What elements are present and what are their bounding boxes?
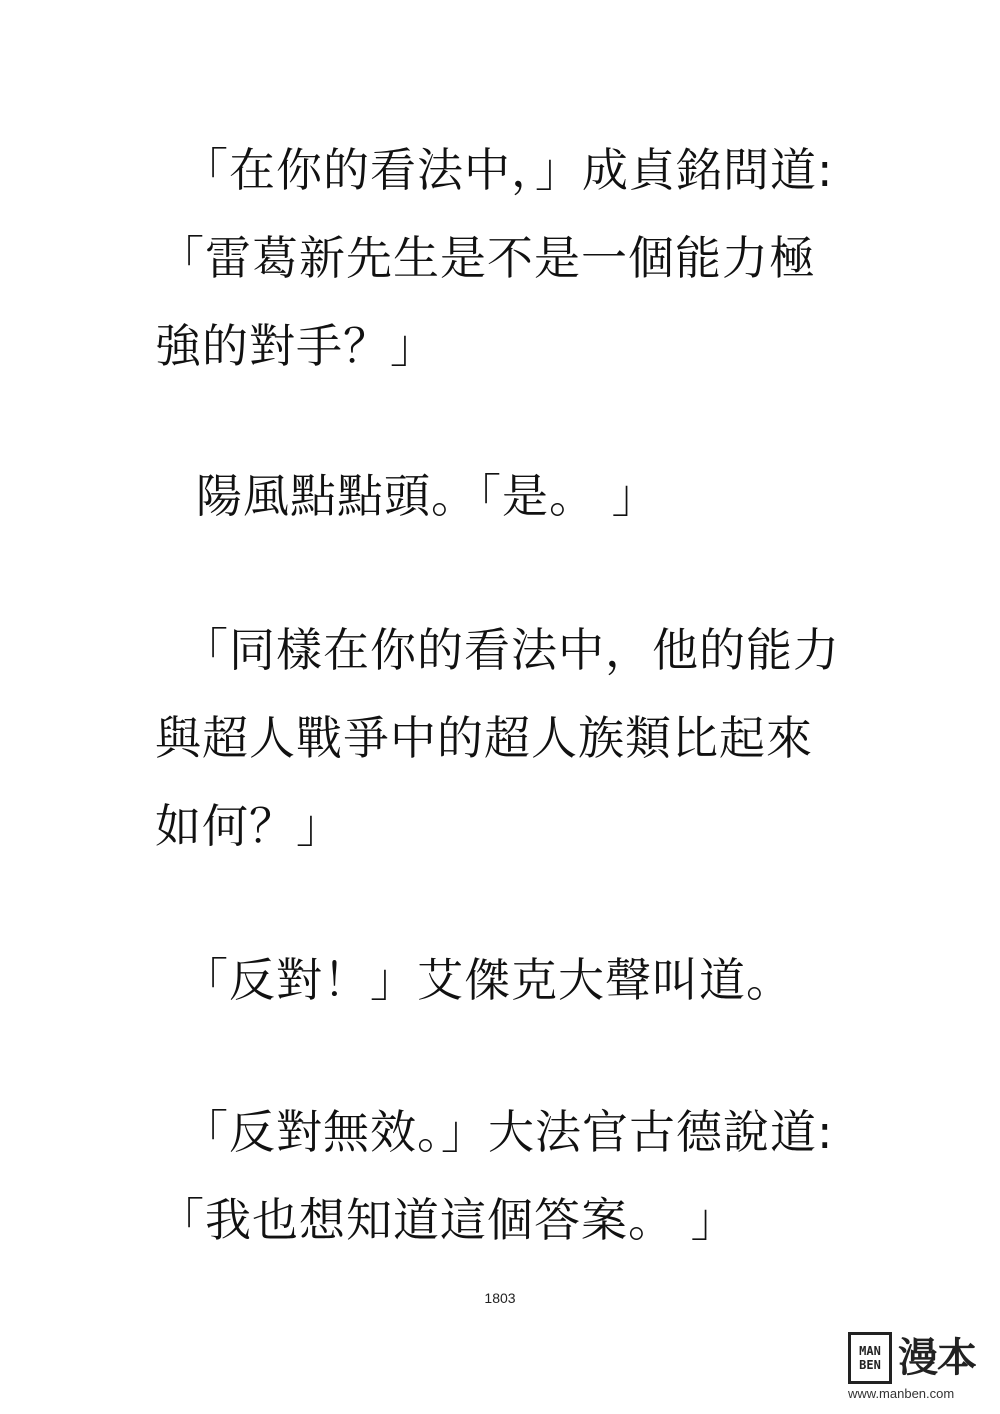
text-line: 「雷葛新先生是不是一個能力極 bbox=[158, 231, 816, 285]
watermark-url: www.manben.com bbox=[848, 1386, 955, 1401]
text-line: 「同樣在你的看法中，他的能力 bbox=[182, 623, 840, 677]
text-line: 陽風點點頭。「是。 」 bbox=[196, 469, 659, 523]
text-line: 如何？」 bbox=[155, 799, 343, 853]
text-line: 「在你的看法中，」成貞銘問道: bbox=[182, 143, 834, 197]
watermark-brand: 漫本 bbox=[898, 1335, 976, 1381]
text-line: 「我也想知道這個答案。 」 bbox=[158, 1193, 738, 1247]
text-line: 「反對無效。」大法官古德說道: bbox=[182, 1105, 834, 1159]
manben-watermark bbox=[848, 1332, 988, 1404]
page-number: 1803 bbox=[484, 1290, 516, 1306]
text-line: 與超人戰爭中的超人族類比起來 bbox=[155, 711, 813, 765]
text-line: 強的對手？」 bbox=[155, 319, 437, 373]
text-line: 「反對！」艾傑克大聲叫道。 bbox=[182, 953, 793, 1007]
manben-logo-icon: MAN BEN bbox=[848, 1332, 892, 1384]
